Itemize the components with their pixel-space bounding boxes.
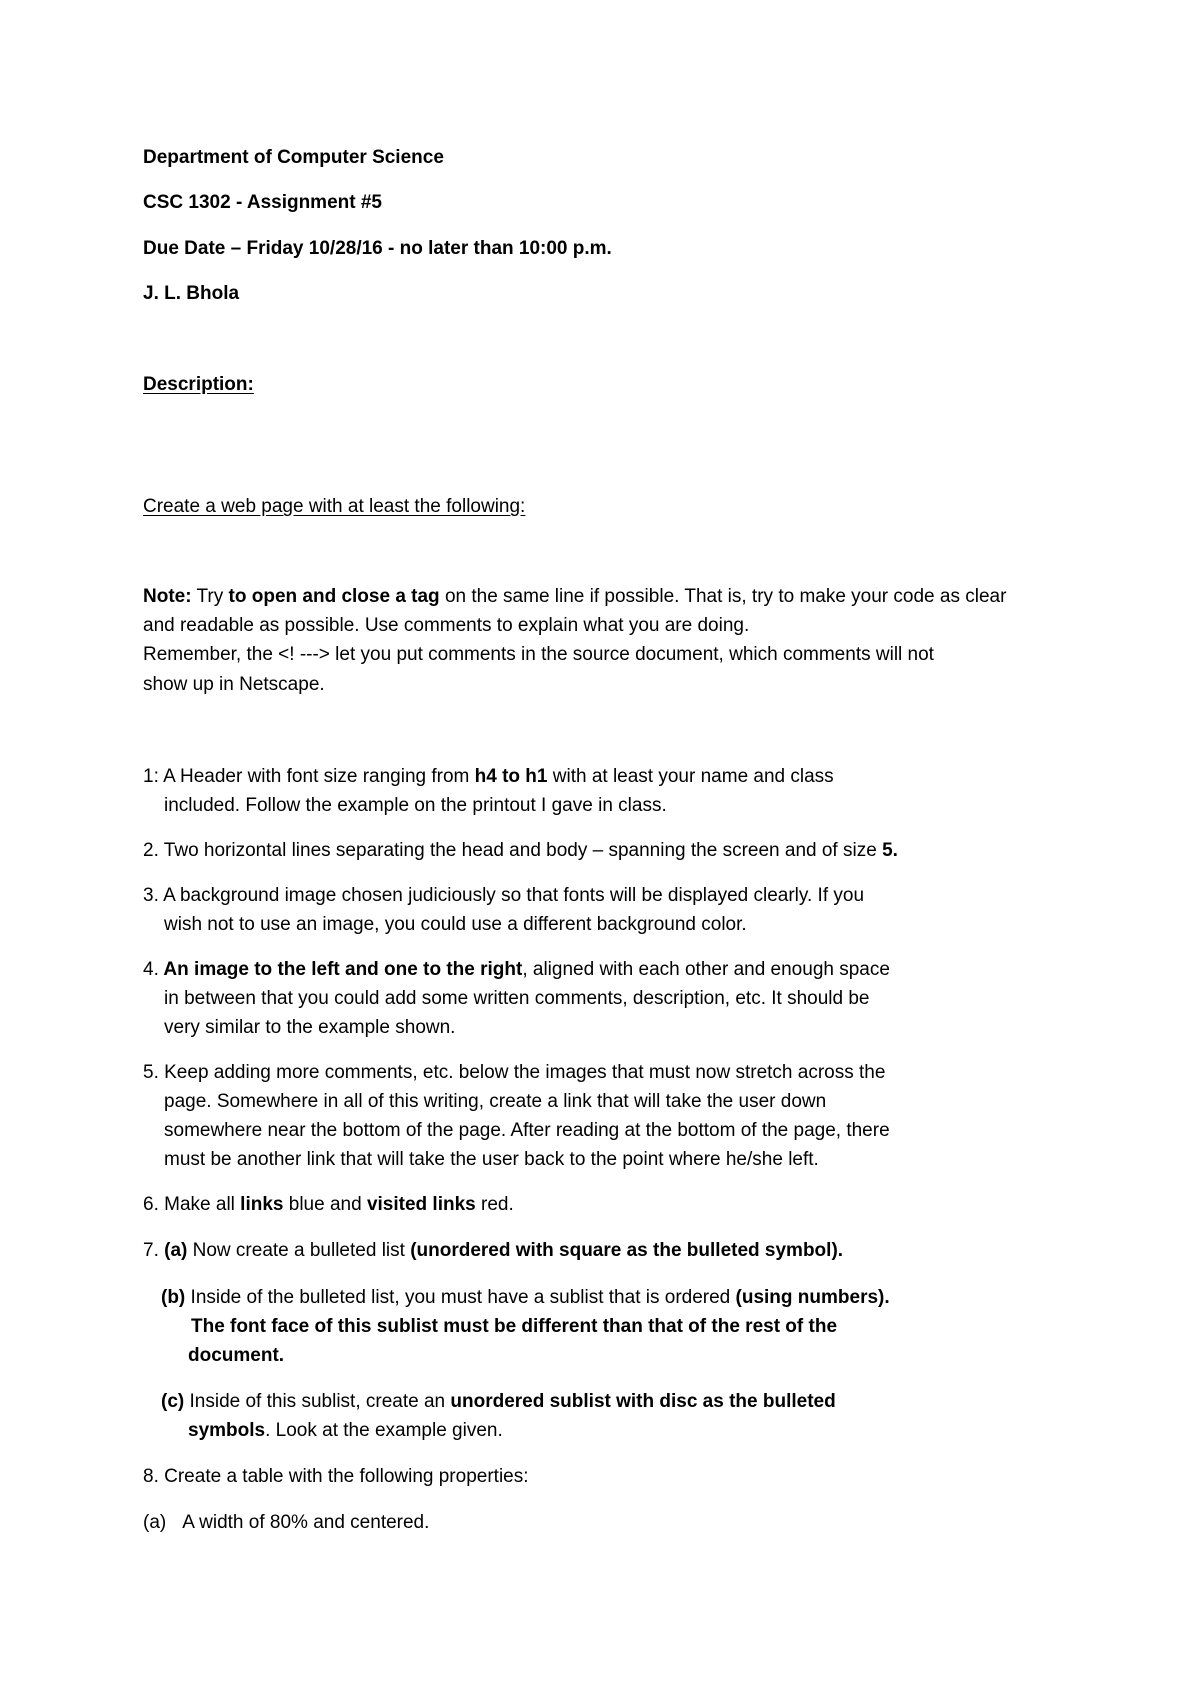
item-text: Two horizontal lines separating the head and body – spanning the screen and of size [158,840,883,861]
note-line-4: show up in Netscape. [143,674,325,695]
item-text: , aligned with each other and enough space [522,959,890,980]
item-7b [161,1286,890,1310]
item-4 [143,958,890,982]
item-emphasis: 5. [882,840,898,861]
item-1-continued: included. Follow the example on the printout I gave in class. [164,795,667,816]
item-number: 4. [143,959,159,980]
item-number: 7. [143,1240,159,1261]
item-text: A width of 80% and centered. [182,1512,430,1533]
item-7c [161,1390,836,1414]
note-emphasis: to open and close a tag [228,586,440,607]
item-number: 6. [143,1194,159,1215]
subitem-label: (b) [161,1287,186,1308]
department-name: Department of Computer Science [143,147,444,168]
note-text: Try [191,586,229,607]
subitem-label: (c) [161,1391,185,1412]
item-number: 5. [143,1062,159,1083]
instructor-name: J. L. Bhola [143,283,240,304]
item-7c-continued [188,1419,503,1443]
item-5-continued-3: must be another link that will take the user back to the point where he/she left. [164,1149,819,1170]
item-number: 8. [143,1466,159,1487]
item-text: red. [475,1194,514,1215]
item-8 [143,1465,529,1489]
item-emphasis: (using numbers). [735,1287,890,1308]
create-heading: Create a web page with at least the following: [143,496,526,517]
item-number: 3. [143,885,159,906]
course-assignment: CSC 1302 - Assignment #5 [143,192,382,213]
item-7a [143,1239,843,1263]
item-text: Inside of this sublist, create an [184,1391,451,1412]
description-heading: Description: [143,374,254,395]
item-text: with at least your name and class [547,766,834,787]
subitem-label: (a) [158,1240,188,1261]
item-emphasis: h4 to h1 [474,766,548,787]
item-text: Create a table with the following properties: [158,1466,529,1487]
item-4-continued-1: in between that you could add some written comments, description, etc. It should be [164,988,870,1009]
item-text: blue and [283,1194,367,1215]
item-text: Now create a bulleted list [187,1240,411,1261]
item-emphasis: visited links [366,1194,476,1215]
note-line-2: and readable as possible. Use comments to explain what you are doing. [143,615,750,636]
item-3 [143,884,864,908]
item-4-continued-2: very similar to the example shown. [164,1017,456,1038]
item-6 [143,1193,514,1217]
due-date: Due Date – Friday 10/28/16 - no later than 10:00 p.m. [143,238,612,259]
item-5-continued-2: somewhere near the bottom of the page. After reading at the bottom of the page, there [164,1120,890,1141]
item-emphasis: links [240,1194,284,1215]
item-text: Make all [158,1194,241,1215]
item-text: Inside of the bulleted list, you must have a sublist that is ordered [185,1287,736,1308]
item-text: A background image chosen judiciously so that fonts will be displayed clearly. If you [158,885,865,906]
item-2 [143,839,898,863]
subitem-label: (a) [143,1512,167,1533]
item-text: . Look at the example given. [265,1420,503,1441]
item-3-continued: wish not to use an image, you could use a different background color. [164,914,747,935]
item-text: Keep adding more comments, etc. below the images that must now stretch across the [158,1062,886,1083]
note-text: on the same line if possible. That is, try to make your code as clear [439,586,1007,607]
note-line-3: Remember, the <! ---> let you put comments in the source document, which comments will not [143,644,934,665]
item-emphasis: (unordered with square as the bulleted symbol). [410,1240,844,1261]
item-emphasis: symbols [188,1420,266,1441]
item-number: 1: [143,766,159,787]
item-number: 2. [143,840,159,861]
item-5 [143,1061,885,1085]
note-line-1 [143,585,1006,609]
item-emphasis: An image to the left and one to the right [158,959,523,980]
item-text: A Header with font size ranging from [158,766,475,787]
note-label: Note: [143,586,192,607]
item-5-continued-1: page. Somewhere in all of this writing, create a link that will take the user down [164,1091,827,1112]
item-1 [143,765,834,789]
item-7b-continued-2: document. [188,1345,285,1366]
item-8a [143,1511,429,1535]
item-7b-continued-1: The font face of this sublist must be different than that of the rest of the [191,1316,838,1337]
item-emphasis: unordered sublist with disc as the bulleted [450,1391,836,1412]
